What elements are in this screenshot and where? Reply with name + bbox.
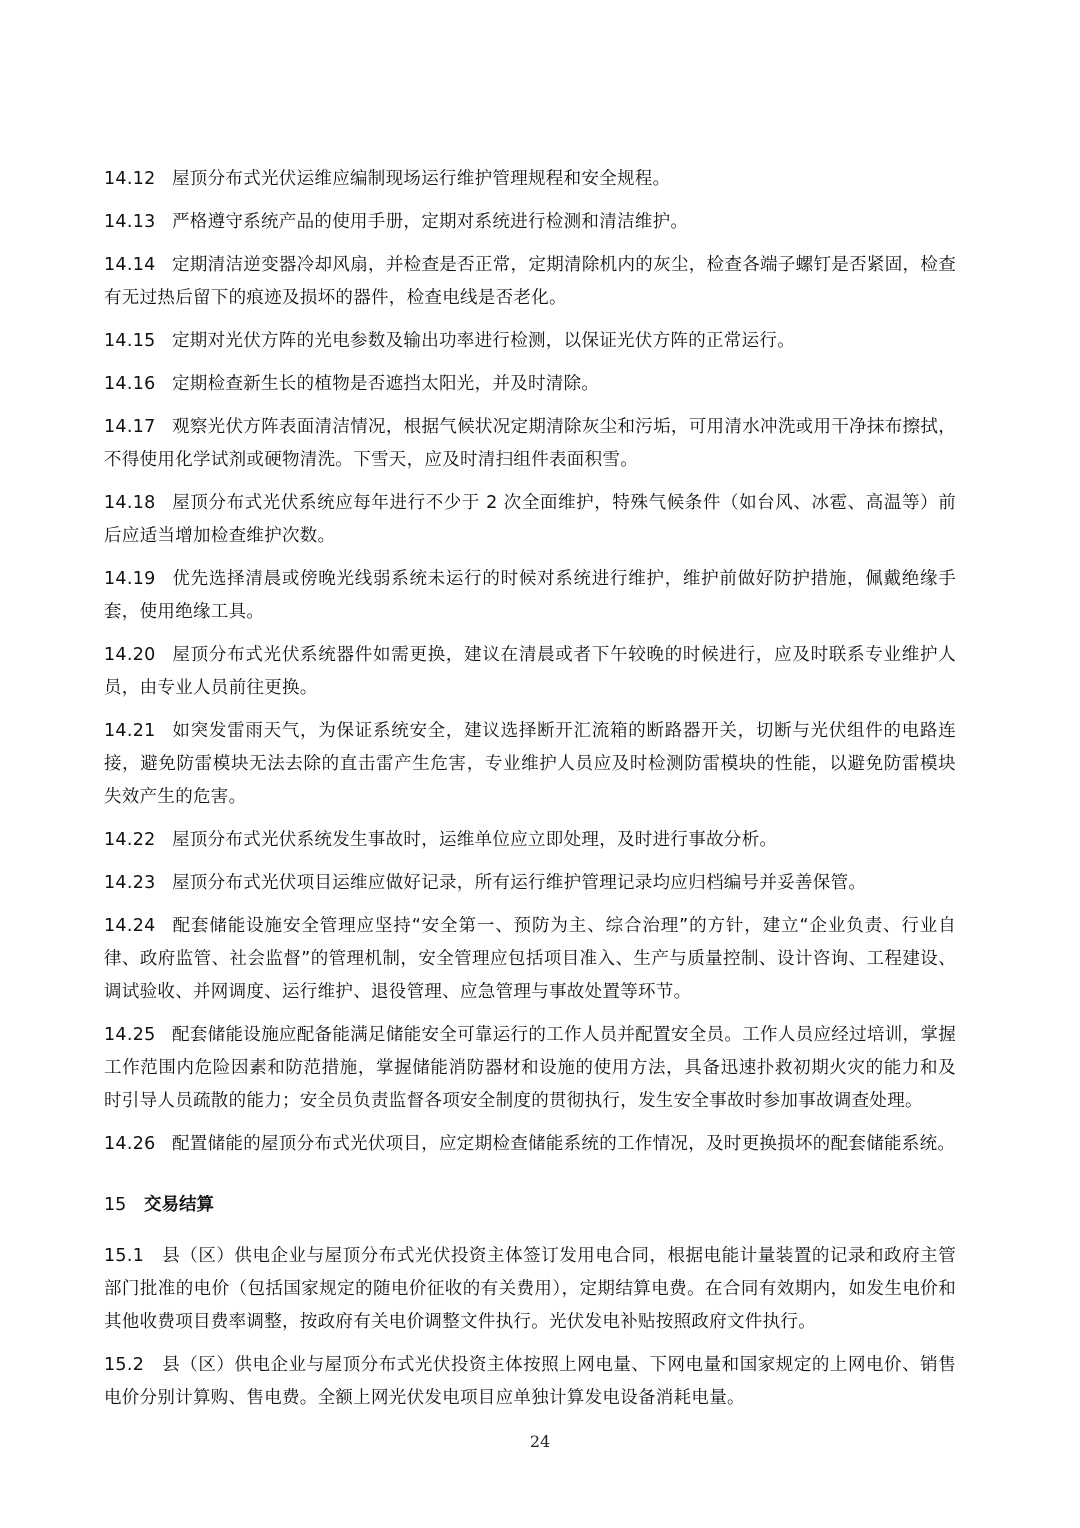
clause-number: 15.2 xyxy=(104,1355,145,1375)
clause-text: 县（区）供电企业与屋顶分布式光伏投资主体签订发用电合同，根据电能计量装置的记录和政府主管部门批准的电价（包括国家规定的随电价征收的有关费用），定期结算电费。在合同有效期内，如发生电价和其他收费项目费率调整，按政府有关电价调整文件执行。光伏发电补贴按照政府文件执行。 xyxy=(104,1246,956,1332)
clause-text: 配套储能设施应配备能满足储能安全可靠运行的工作人员并配置安全员。工作人员应经过培训，掌握工作范围内危险因素和防范措施，掌握储能消防器材和设施的使用方法，具备迅速扑救初期火灾的能力和及时引导人员疏散的能力；安全员负责监督各项安全制度的贯彻执行，发生安全事故时参加事故调查处理。 xyxy=(104,1025,956,1111)
clause-14-17 xyxy=(104,411,956,477)
clause-text: 定期检查新生长的植物是否遮挡太阳光，并及时清除。 xyxy=(172,374,600,394)
clause-number: 14.16 xyxy=(104,374,156,394)
clause-text: 屋顶分布式光伏项目运维应做好记录，所有运行维护管理记录均应归档编号并妥善保管。 xyxy=(172,873,867,893)
clause-text: 定期清洁逆变器冷却风扇，并检查是否正常，定期清除机内的灰尘，检查各端子螺钉是否紧固，检查有无过热后留下的痕迹及损坏的器件，检查电线是否老化。 xyxy=(104,255,956,308)
clause-14-21 xyxy=(104,715,956,814)
clause-14-12 xyxy=(104,163,956,196)
clause-text: 优先选择清晨或傍晚光线弱系统未运行的时候对系统进行维护，维护前做好防护措施，佩戴绝缘手套，使用绝缘工具。 xyxy=(104,569,956,622)
clause-14-14 xyxy=(104,249,956,315)
clause-text: 屋顶分布式光伏运维应编制现场运行维护管理规程和安全规程。 xyxy=(172,169,671,189)
clause-text: 观察光伏方阵表面清洁情况，根据气候状况定期清除灰尘和污垢，可用清水冲洗或用干净抹布擦拭，不得使用化学试剂或硬物清洗。下雪天，应及时清扫组件表面积雪。 xyxy=(104,417,956,470)
clause-text: 如突发雷雨天气，为保证系统安全，建议选择断开汇流箱的断路器开关，切断与光伏组件的电路连接，避免防雷模块无法去除的直击雷产生危害，专业维护人员应及时检测防雷模块的性能，以避免防雷模块失效产生的危害。 xyxy=(104,721,956,807)
clause-text: 屋顶分布式光伏系统应每年进行不少于 2 次全面维护，特殊气候条件（如台风、冰雹、高温等）前后应适当增加检查维护次数。 xyxy=(104,493,956,546)
clause-14-16 xyxy=(104,368,956,401)
clause-number: 14.14 xyxy=(104,255,156,275)
clause-number: 14.23 xyxy=(104,873,156,893)
clause-number: 14.20 xyxy=(104,645,156,665)
clause-15-1 xyxy=(104,1240,956,1339)
clause-14-22 xyxy=(104,824,956,857)
clause-text: 屋顶分布式光伏系统器件如需更换，建议在清晨或者下午较晚的时候进行，应及时联系专业维护人员，由专业人员前往更换。 xyxy=(104,645,956,698)
clause-14-23 xyxy=(104,867,956,900)
clause-text: 配置储能的屋顶分布式光伏项目，应定期检查储能系统的工作情况，及时更换损坏的配套储能系统。 xyxy=(172,1134,956,1154)
clause-number: 14.26 xyxy=(104,1134,156,1154)
clause-14-13 xyxy=(104,206,956,239)
clause-text: 严格遵守系统产品的使用手册，定期对系统进行检测和清洁维护。 xyxy=(172,212,689,232)
clause-number: 14.24 xyxy=(104,916,156,936)
clause-14-15 xyxy=(104,325,956,358)
clause-14-18 xyxy=(104,487,956,553)
clause-14-24 xyxy=(104,910,956,1009)
clause-number: 14.25 xyxy=(104,1025,156,1045)
clause-number: 14.21 xyxy=(104,721,156,741)
clause-text: 定期对光伏方阵的光电参数及输出功率进行检测，以保证光伏方阵的正常运行。 xyxy=(172,331,795,351)
section-heading-15 xyxy=(104,1189,956,1222)
clause-text: 屋顶分布式光伏系统发生事故时，运维单位应立即处理，及时进行事故分析。 xyxy=(172,830,778,850)
clause-number: 14.15 xyxy=(104,331,156,351)
clause-14-25 xyxy=(104,1019,956,1118)
clause-number: 14.12 xyxy=(104,169,156,189)
clause-text: 配套储能设施安全管理应坚持“安全第一、预防为主、综合治理”的方针，建立“企业负责、行业自律、政府监管、社会监督”的管理机制，安全管理应包括项目准入、生产与质量控制、设计咨询、工程建设、调试验收、并网调度、运行维护、退役管理、应急管理与事故处置等环节。 xyxy=(104,916,956,1002)
clause-text: 县（区）供电企业与屋顶分布式光伏投资主体按照上网电量、下网电量和国家规定的上网电价、销售电价分别计算购、售电费。全额上网光伏发电项目应单独计算发电设备消耗电量。 xyxy=(104,1355,956,1408)
clause-14-20 xyxy=(104,639,956,705)
clause-number: 14.22 xyxy=(104,830,156,850)
page-content xyxy=(104,163,956,1425)
clause-15-2 xyxy=(104,1349,956,1415)
section-title: 交易结算 xyxy=(144,1195,214,1215)
clause-number: 15.1 xyxy=(104,1246,145,1266)
clause-number: 14.13 xyxy=(104,212,156,232)
clause-14-26 xyxy=(104,1128,956,1161)
clause-number: 14.18 xyxy=(104,493,156,513)
clause-14-19 xyxy=(104,563,956,629)
clause-number: 14.19 xyxy=(104,569,156,589)
section-number: 15 xyxy=(104,1195,127,1215)
clause-number: 14.17 xyxy=(104,417,156,437)
page-number: 24 xyxy=(529,1432,551,1451)
